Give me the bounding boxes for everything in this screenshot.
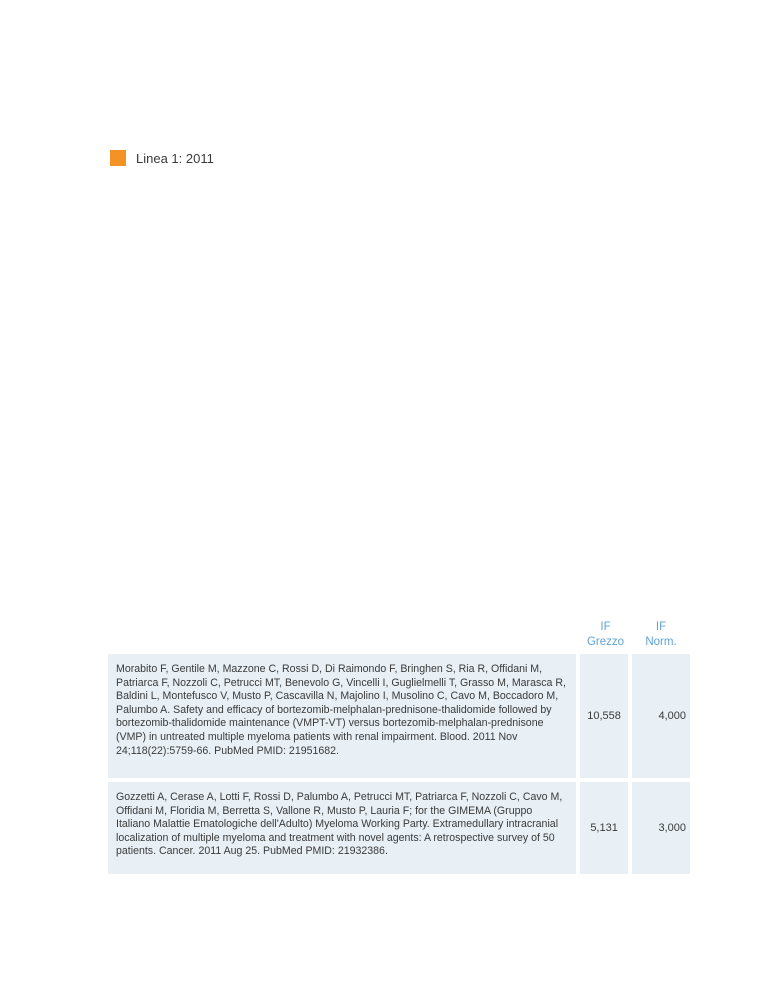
if-grezzo-cell: 5,131	[580, 782, 629, 874]
section-marker	[110, 150, 126, 166]
section-header	[110, 150, 214, 166]
if-norm-cell: 3,000	[632, 782, 690, 874]
table-row	[108, 782, 690, 874]
header-if-norm-line2: Norm.	[645, 636, 677, 648]
header-if-grezzo-line1: IF	[600, 621, 611, 633]
citation-cell: Morabito F, Gentile M, Mazzone C, Rossi D, Di Raimondo F, Bringhen S, Ria R, Offidani M, Patriarca F, Nozzoli C, Petrucci MT, Benevolo G, Vincelli I, Guglielmelli T, Grasso M, Marasca R, Baldini L, Montefusco V, Musto P, Cascavilla N, Majolino I, Musolino C, Cavo M, Boccadoro M, Palumbo A. Safety and efficacy of bortezomib-melphalan-prednisone-thalidomide followed by bortezomib-thalidomide maintenance (VMPT-VT) versus bortezomib-melphalan-prednisone (VMP) in untreated multiple myeloma patients with renal impairment. Blood. 2011 Nov 24;118(22):5759-66. PubMed PMID: 21951682.	[108, 654, 576, 778]
header-if-norm-line1: IF	[655, 621, 667, 633]
publications-table	[108, 620, 690, 874]
if-grezzo-cell: 10,558	[580, 654, 629, 778]
header-if-norm	[632, 620, 690, 654]
header-if-grezzo	[579, 620, 632, 654]
if-norm-cell: 4,000	[632, 654, 690, 778]
citation-cell: Gozzetti A, Cerase A, Lotti F, Rossi D, Palumbo A, Petrucci MT, Patriarca F, Nozzoli C, Cavo M, Offidani M, Floridia M, Berretta S, Vallone R, Musto P, Lauria F; for the GIMEMA (Gruppo Italiano Malattie Ematologiche dell'Adulto) Myeloma Working Party. Extramedullary intracranial localization of multiple myeloma and treatment with novel agents: A retrospective survey of 50 patients. Cancer. 2011 Aug 25. PubMed PMID: 21932386.	[108, 782, 576, 874]
section-title: Linea 1: 2011	[136, 150, 214, 166]
header-spacer	[108, 620, 579, 654]
table-row	[108, 654, 690, 778]
table-header	[108, 620, 690, 654]
header-if-grezzo-line2: Grezzo	[586, 636, 625, 648]
